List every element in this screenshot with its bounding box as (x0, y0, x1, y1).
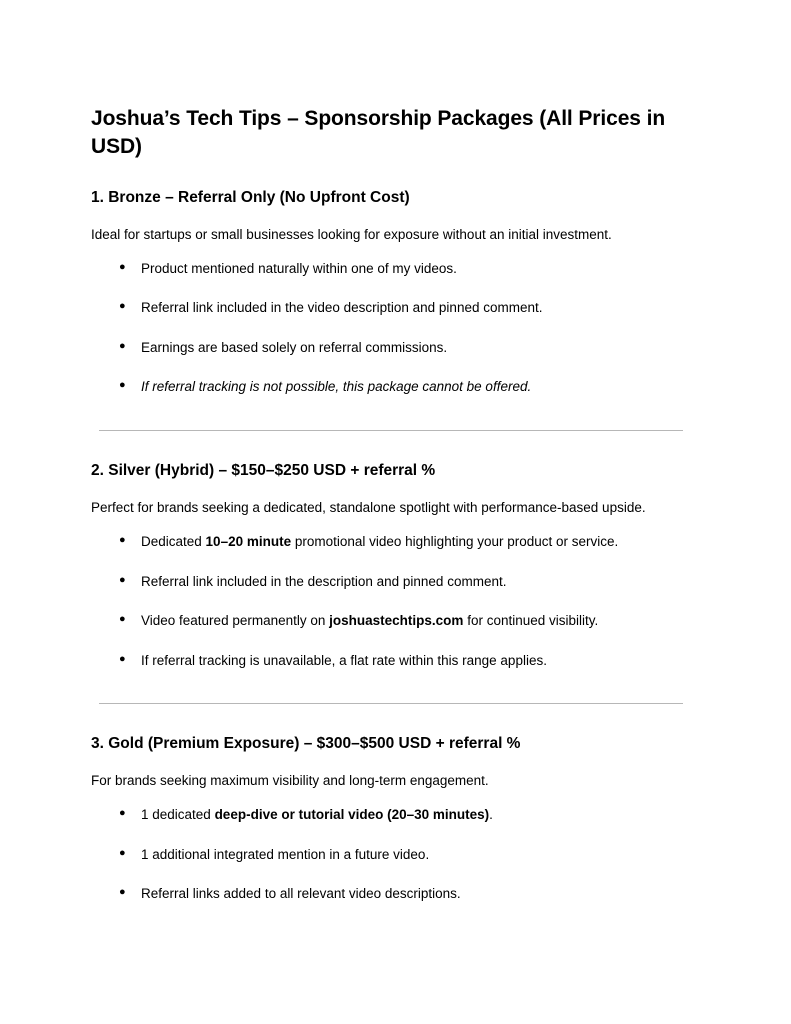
section-silver (91, 461, 691, 670)
bullet-list-bronze (91, 259, 691, 397)
section-divider (99, 703, 683, 704)
page-title: Joshua’s Tech Tips – Sponsorship Packages (All Prices in USD) (91, 107, 666, 159)
section-heading-gold: 3. Gold (Premium Exposure) – $300–$500 USD + referral % (91, 735, 521, 753)
list-item: ● Referral links added to all relevant video descriptions. (91, 884, 691, 904)
list-item: ● 1 additional integrated mention in a future video. (91, 845, 691, 865)
section-bronze (91, 188, 691, 397)
list-item: ● Product mentioned naturally within one of my videos. (91, 259, 691, 279)
list-item: ● Referral link included in the description and pinned comment. (91, 572, 691, 592)
section-heading-bronze: 1. Bronze – Referral Only (No Upfront Cost) (91, 188, 410, 206)
section-intro-gold: For brands seeking maximum visibility and long-term engagement. (91, 773, 489, 789)
list-item: ● Referral link included in the video description and pinned comment. (91, 298, 691, 318)
list-item: ● Dedicated 10–20 minute promotional video highlighting your product or service. (91, 532, 691, 552)
list-item: ● If referral tracking is not possible, this package cannot be offered. (91, 377, 691, 397)
list-item: ● Earnings are based solely on referral commissions. (91, 338, 691, 358)
section-heading-silver: 2. Silver (Hybrid) – $150–$250 USD + referral % (91, 461, 436, 479)
document-content (91, 105, 691, 924)
bullet-list-gold (91, 805, 691, 904)
section-intro-silver: Perfect for brands seeking a dedicated, standalone spotlight with performance-based upside. (91, 500, 646, 516)
list-item: ● If referral tracking is unavailable, a flat rate within this range applies. (91, 651, 691, 671)
list-item: ● Video featured permanently on joshuastechtips.com for continued visibility. (91, 611, 691, 631)
list-item: ● 1 dedicated deep-dive or tutorial video (20–30 minutes). (91, 805, 691, 825)
bullet-list-silver (91, 532, 691, 670)
section-divider (99, 430, 683, 431)
section-gold (91, 734, 691, 904)
section-intro-bronze: Ideal for startups or small businesses looking for exposure without an initial investment. (91, 226, 612, 242)
